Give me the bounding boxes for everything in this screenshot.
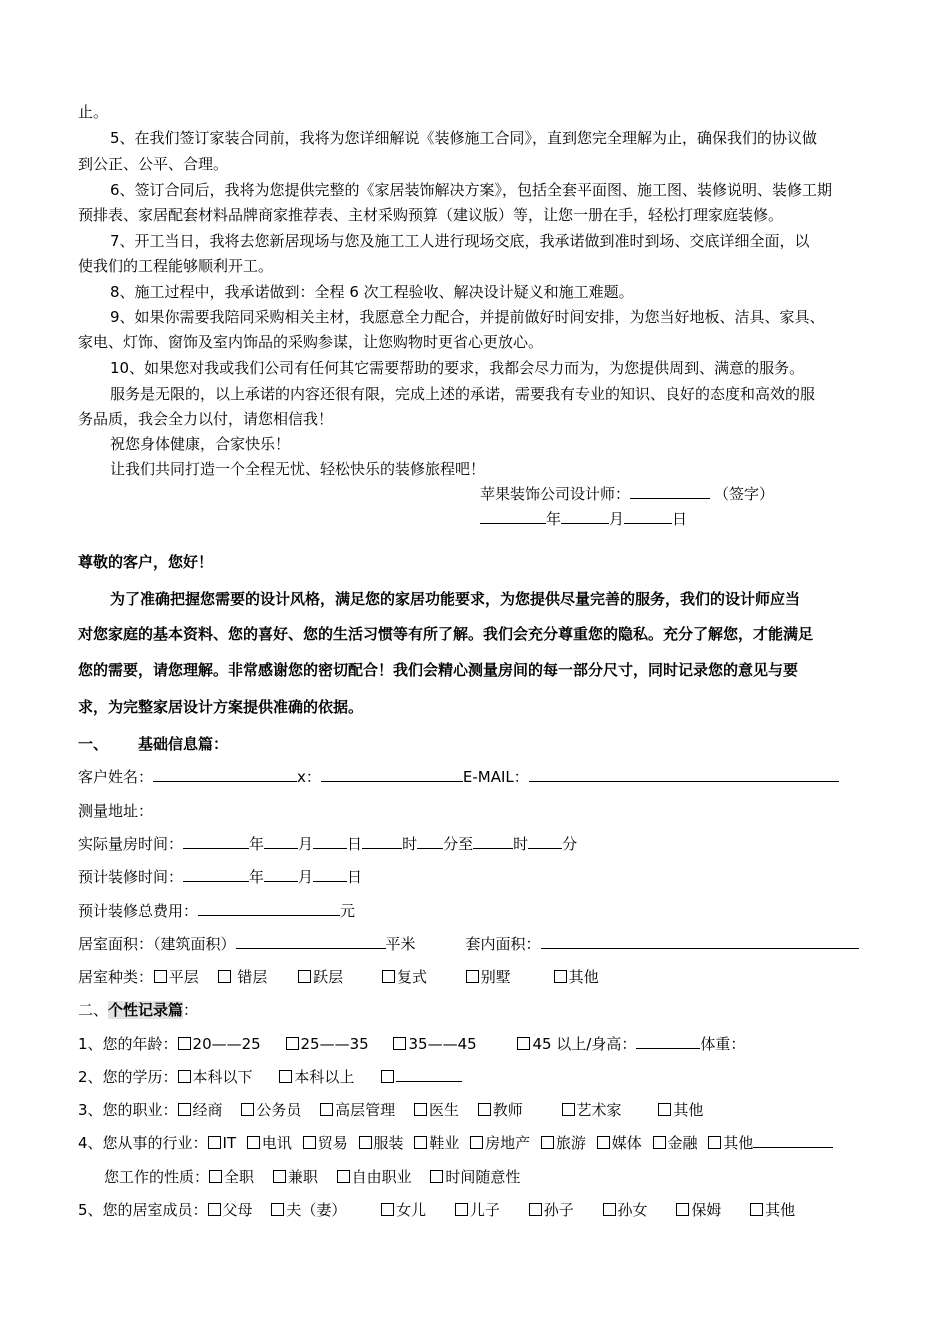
industry-option-tourism[interactable] <box>541 1130 586 1156</box>
option-label: 35——45 <box>408 1035 477 1053</box>
education-option-above-bachelor[interactable] <box>279 1064 354 1090</box>
checkbox[interactable] <box>320 1103 333 1116</box>
designer-label: 苹果装饰公司设计师： <box>480 485 631 503</box>
member-option-spouse[interactable] <box>271 1197 346 1223</box>
option-label: 儿子 <box>469 1201 500 1219</box>
x-field[interactable] <box>321 764 463 782</box>
option-label: 其他 <box>673 1101 704 1119</box>
plan-day-field[interactable] <box>313 864 347 882</box>
service-statement: 服务是无限的，以上承诺的内容还很有限，完成上述的承诺，需要我有专业的知识、良好的态度和高效的服 <box>110 385 816 403</box>
option-label: 贸易 <box>317 1134 348 1152</box>
hour-label: 时 <box>513 835 529 853</box>
option-label: 全职 <box>224 1168 255 1186</box>
customer-name-field[interactable] <box>153 764 297 782</box>
industry-option-trade[interactable] <box>303 1130 348 1156</box>
education-option-custom[interactable] <box>381 1064 462 1090</box>
checkbox[interactable] <box>470 1136 483 1149</box>
industry-option-apparel[interactable] <box>359 1130 404 1156</box>
hour-label: 时 <box>402 835 418 853</box>
checkbox[interactable] <box>455 1203 468 1216</box>
section-number: 一、 <box>78 735 109 753</box>
checkbox[interactable] <box>298 970 311 983</box>
option-label: 旅游 <box>555 1134 586 1152</box>
checkbox[interactable] <box>218 970 231 983</box>
checkbox[interactable] <box>597 1136 610 1149</box>
checkbox[interactable] <box>271 1203 284 1216</box>
option-label: 鞋业 <box>429 1134 460 1152</box>
checkbox[interactable] <box>209 1170 222 1183</box>
option-label: 经商 <box>192 1101 223 1119</box>
checkbox[interactable] <box>286 1037 299 1050</box>
actual-time-label: 实际量房时间： <box>78 835 184 853</box>
option-label: 复式 <box>396 968 427 986</box>
checkbox[interactable] <box>562 1103 575 1116</box>
option-label: 其他 <box>765 1201 796 1219</box>
section-title: 个性记录篇 <box>108 1001 184 1019</box>
commitment-item-9: 9、如果你需要我陪同采购相关主材，我愿意全力配合，并提前做好时间安排，为您当好地板、洁具、家具、 <box>110 308 825 326</box>
option-label: 高层管理 <box>335 1101 396 1119</box>
option-label: 孙子 <box>543 1201 574 1219</box>
day-label: 日 <box>672 510 688 528</box>
checkbox[interactable] <box>708 1136 721 1149</box>
checkbox[interactable] <box>381 1070 394 1083</box>
option-label: 时间随意性 <box>445 1168 521 1186</box>
x-label: x： <box>297 768 321 786</box>
member-option-son[interactable] <box>455 1197 500 1223</box>
commitment-item-9-cont: 家电、灯饰、窗饰及室内饰品的采购参谋，让您购物时更省心更放心。 <box>78 333 544 351</box>
checkbox[interactable] <box>414 1136 427 1149</box>
area-label: 居室面积：（建筑面积） <box>78 935 236 953</box>
minute-label: 分 <box>562 835 578 853</box>
inner-area-field[interactable] <box>541 931 859 949</box>
month-label: 月 <box>298 835 314 853</box>
checkbox[interactable] <box>303 1136 316 1149</box>
industry-option-real-estate[interactable] <box>470 1130 530 1156</box>
commitment-item-6: 6、签订合同后，我将为您提供完整的《家居装饰解决方案》，包括全套平面图、施工图、装修说明、装修工期 <box>110 181 833 199</box>
checkbox[interactable] <box>208 1136 221 1149</box>
option-label: 保姆 <box>691 1201 722 1219</box>
industry-option-telecom[interactable] <box>247 1130 292 1156</box>
commitment-item-5-cont: 到公正、公平、合理。 <box>78 155 229 173</box>
service-statement-cont: 务品质，我会全力以付，请您相信我！ <box>78 410 334 428</box>
occupation-option-business[interactable] <box>178 1097 223 1123</box>
option-label: 女儿 <box>396 1201 427 1219</box>
type-option-flat[interactable] <box>154 964 199 990</box>
occupation-option-senior-management[interactable] <box>320 1097 395 1123</box>
work-option-flexible-time[interactable] <box>430 1164 520 1190</box>
commitment-item-5: 5、在我们签订家装合同前，我将为您详细解说《装修施工合同》，直到您完全理解为止，确保我们的协议做 <box>110 129 818 147</box>
email-label: E-MAIL： <box>462 768 529 786</box>
building-area-field[interactable] <box>236 931 386 949</box>
industry-option-finance[interactable] <box>653 1130 698 1156</box>
age-option-35-45[interactable] <box>393 1031 476 1057</box>
occupation-option-other[interactable] <box>658 1097 703 1123</box>
customer-name-label: 客户姓名： <box>78 768 154 786</box>
option-label: 其他 <box>723 1134 754 1152</box>
option-label: 父母 <box>222 1201 253 1219</box>
address-label: 测量地址： <box>78 802 154 820</box>
work-option-full-time[interactable] <box>209 1164 254 1190</box>
option-label: 媒体 <box>611 1134 642 1152</box>
start-minute-field[interactable] <box>417 831 443 849</box>
sign-month-field[interactable] <box>561 506 609 524</box>
signature-date-line <box>480 506 687 532</box>
commitment-item-8: 8、施工过程中，我承诺做到：全程 6 次工程验收、解决设计疑义和施工难题。 <box>110 283 634 301</box>
checkbox[interactable] <box>279 1070 292 1083</box>
option-label: 本科以上 <box>294 1068 355 1086</box>
intro-paragraph-line-3: 您的需要，请您理解。非常感谢您的密切配合！我们会精心测量房间的每一部分尺寸，同时记录您的意见与要 <box>78 661 799 679</box>
section-title: 基础信息篇： <box>138 735 229 753</box>
question-household-row <box>78 1197 795 1223</box>
designer-signature-line <box>480 481 774 507</box>
checkbox[interactable] <box>178 1103 191 1116</box>
occupation-option-doctor[interactable] <box>414 1097 459 1123</box>
budget-field[interactable] <box>198 898 340 916</box>
member-option-nanny[interactable] <box>676 1197 721 1223</box>
section-heading-basic <box>78 731 228 757</box>
minute-to-label: 分至 <box>443 835 474 853</box>
work-nature-label: 您工作的性质： <box>104 1168 210 1186</box>
checkbox[interactable] <box>247 1136 260 1149</box>
residence-type-row <box>78 964 599 990</box>
commitment-item-6-cont: 预排表、家居配套材料品牌商家推荐表、主材采购预算（建议版）等，让您一册在手，轻松打理家庭装修。 <box>78 206 784 224</box>
age-option-45-plus[interactable] <box>517 1031 636 1057</box>
member-option-granddaughter[interactable] <box>603 1197 648 1223</box>
option-label: 其他 <box>568 968 599 986</box>
end-hour-field[interactable] <box>473 831 513 849</box>
checkbox[interactable] <box>241 1103 254 1116</box>
option-label: 错层 <box>237 968 268 986</box>
age-option-20-25[interactable] <box>178 1031 261 1057</box>
checkbox[interactable] <box>478 1103 491 1116</box>
education-option-below-bachelor[interactable] <box>178 1064 253 1090</box>
plan-month-field[interactable] <box>264 864 298 882</box>
checkbox[interactable] <box>359 1136 372 1149</box>
industry-other-field[interactable] <box>753 1130 833 1148</box>
member-option-daughter[interactable] <box>381 1197 426 1223</box>
plan-year-field[interactable] <box>183 864 249 882</box>
checkbox[interactable] <box>337 1170 350 1183</box>
type-option-duplex-jump[interactable] <box>298 964 343 990</box>
option-label: IT <box>222 1134 237 1152</box>
intro-paragraph-line-4: 求，为完整家居设计方案提供准确的依据。 <box>78 698 364 716</box>
sign-label: （签字） <box>714 485 775 503</box>
option-label: 服装 <box>373 1134 404 1152</box>
checkbox[interactable] <box>393 1037 406 1050</box>
section-number: 二、 <box>78 1001 109 1019</box>
option-label: 自由职业 <box>351 1168 412 1186</box>
option-label: 20——25 <box>192 1035 261 1053</box>
option-label: 兼职 <box>287 1168 318 1186</box>
height-field[interactable] <box>636 1031 700 1049</box>
question-industry-row <box>78 1130 833 1156</box>
checkbox[interactable] <box>381 1203 394 1216</box>
option-label: 别墅 <box>480 968 511 986</box>
type-option-other[interactable] <box>554 964 599 990</box>
checkbox[interactable] <box>603 1203 616 1216</box>
member-option-grandson[interactable] <box>529 1197 574 1223</box>
commitment-line: 止。 <box>78 103 109 121</box>
option-label: 艺术家 <box>576 1101 622 1119</box>
type-option-villa[interactable] <box>466 964 511 990</box>
plan-time-label: 预计装修时间： <box>78 868 184 886</box>
checkbox[interactable] <box>273 1170 286 1183</box>
year-label: 年 <box>249 868 265 886</box>
work-nature-row <box>104 1164 520 1190</box>
checkbox[interactable] <box>658 1103 671 1116</box>
designer-signature-field[interactable] <box>630 481 710 499</box>
area-row <box>78 931 859 957</box>
option-label: 本科以下 <box>192 1068 253 1086</box>
yuan-label: 元 <box>340 902 356 920</box>
option-label: 医生 <box>428 1101 459 1119</box>
option-label: 孙女 <box>617 1201 648 1219</box>
type-option-duplex[interactable] <box>382 964 427 990</box>
sqm-label: 平米 <box>385 935 416 953</box>
commitment-item-7: 7、开工当日，我将去您新居现场与您及施工工人进行现场交底，我承诺做到准时到场、交底详细全面，以 <box>110 232 810 250</box>
sign-year-field[interactable] <box>480 506 546 524</box>
day-label: 日 <box>347 835 363 853</box>
budget-label: 预计装修总费用： <box>78 902 199 920</box>
option-label: 教师 <box>492 1101 523 1119</box>
occupation-option-civil-servant[interactable] <box>241 1097 301 1123</box>
start-hour-field[interactable] <box>362 831 402 849</box>
occupation-option-teacher[interactable] <box>478 1097 523 1123</box>
industry-option-other[interactable] <box>708 1130 833 1156</box>
month-label: 月 <box>298 868 314 886</box>
option-label: 夫（妻） <box>286 1201 347 1219</box>
email-field[interactable] <box>529 764 839 782</box>
member-option-parents[interactable] <box>208 1197 253 1223</box>
industry-option-it[interactable] <box>208 1130 237 1156</box>
commitment-item-7-cont: 使我们的工程能够顺利开工。 <box>78 257 274 275</box>
question-label: 2、您的学历： <box>78 1068 178 1086</box>
checkbox[interactable] <box>430 1170 443 1183</box>
option-label: 公务员 <box>256 1101 302 1119</box>
section-heading-personal <box>78 997 198 1023</box>
checkbox[interactable] <box>154 970 167 983</box>
question-label: 1、您的年龄： <box>78 1035 178 1053</box>
work-option-part-time[interactable] <box>273 1164 318 1190</box>
wish-journey: 让我们共同打造一个全程无忧、轻松快乐的装修旅程吧！ <box>110 460 486 478</box>
checkbox[interactable] <box>554 970 567 983</box>
checkbox[interactable] <box>541 1136 554 1149</box>
industry-option-media[interactable] <box>597 1130 642 1156</box>
work-option-freelance[interactable] <box>337 1164 412 1190</box>
actual-month-field[interactable] <box>264 831 298 849</box>
member-option-other[interactable] <box>750 1197 795 1223</box>
option-label: 25——35 <box>300 1035 369 1053</box>
inner-area-label: 套内面积： <box>465 935 541 953</box>
month-label: 月 <box>609 510 625 528</box>
question-education-row <box>78 1064 462 1090</box>
year-label: 年 <box>546 510 562 528</box>
actual-year-field[interactable] <box>183 831 249 849</box>
customer-name-row <box>78 764 839 790</box>
sign-day-field[interactable] <box>624 506 672 524</box>
residence-type-label: 居室种类： <box>78 968 154 986</box>
intro-paragraph-line-2: 对您家庭的基本资料、您的喜好、您的生活习惯等有所了解。我们会充分尊重您的隐私。充分了解您，才能满足 <box>78 625 814 643</box>
checkbox[interactable] <box>676 1203 689 1216</box>
question-label: 3、您的职业： <box>78 1101 178 1119</box>
option-label: 45 以上/身高： <box>532 1035 637 1053</box>
option-label: 房地产 <box>485 1134 531 1152</box>
checkbox[interactable] <box>517 1037 530 1050</box>
checkbox[interactable] <box>208 1203 221 1216</box>
checkbox[interactable] <box>466 970 479 983</box>
end-minute-field[interactable] <box>528 831 562 849</box>
checkbox[interactable] <box>382 970 395 983</box>
checkbox[interactable] <box>414 1103 427 1116</box>
greeting: 尊敬的客户，您好！ <box>78 553 214 571</box>
planned-decoration-time-row <box>78 864 362 890</box>
question-age-row <box>78 1031 745 1057</box>
actual-measure-time-row <box>78 831 577 857</box>
age-option-25-35[interactable] <box>286 1031 369 1057</box>
question-occupation-row <box>78 1097 703 1123</box>
intro-paragraph-line-1: 为了准确把握您需要的设计风格，满足您的家居功能要求，为您提供尽量完善的服务，我们的设计师应当 <box>110 590 801 608</box>
wish-health: 祝您身体健康，合家快乐！ <box>110 435 291 453</box>
checkbox[interactable] <box>750 1203 763 1216</box>
option-label: 平层 <box>168 968 199 986</box>
weight-label: 体重： <box>700 1035 746 1053</box>
actual-day-field[interactable] <box>313 831 347 849</box>
occupation-option-artist[interactable] <box>562 1097 622 1123</box>
checkbox[interactable] <box>529 1203 542 1216</box>
question-label: 4、您从事的行业： <box>78 1134 208 1152</box>
option-label: 金融 <box>667 1134 698 1152</box>
commitment-item-10: 10、如果您对我或我们公司有任何其它需要帮助的要求，我都会尽力而为，为您提供周到、满意的服务。 <box>110 359 805 377</box>
type-option-split-level[interactable] <box>218 964 268 990</box>
checkbox[interactable] <box>178 1070 191 1083</box>
education-custom-field[interactable] <box>396 1064 462 1082</box>
industry-option-footwear[interactable] <box>414 1130 459 1156</box>
question-label: 5、您的居室成员： <box>78 1201 208 1219</box>
checkbox[interactable] <box>653 1136 666 1149</box>
checkbox[interactable] <box>178 1037 191 1050</box>
option-label: 电讯 <box>261 1134 292 1152</box>
option-label: 跃层 <box>313 968 344 986</box>
colon: ： <box>183 1001 199 1019</box>
budget-row <box>78 898 355 924</box>
day-label: 日 <box>347 868 363 886</box>
year-label: 年 <box>249 835 265 853</box>
